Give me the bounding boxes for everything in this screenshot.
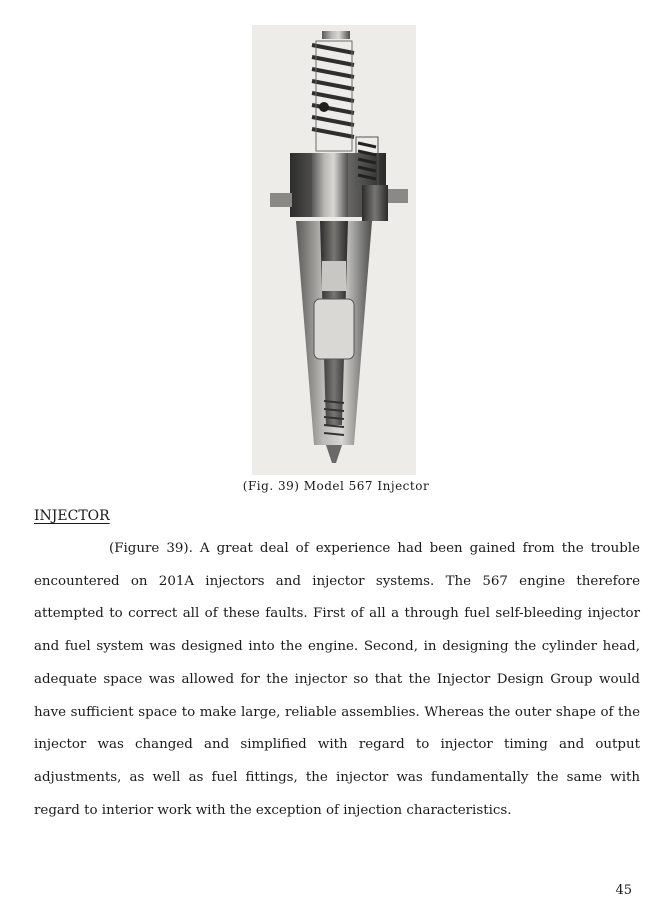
paragraph-text: (Figure 39). A great deal of experience had been gained from the trouble encountered on 201A injectors and injector systems. The 567 engine therefore attempted to correct all of these faults. First of all a through fuel self-bleeding injector and fuel system was designed into the engine. Second, in designing the cylinder head, adequate space was allowed for the injector so that the Injector Design Group would have sufficient space to make large, reliable assemblies. Whereas the outer shape of the injector was changed and simplified with regard to injector timing and output adjustments, as well as fuel fittings, the injector was fundamentally the same with regard to interior work with the exception of injection characteristics. xyxy=(34,541,640,818)
section-heading: INJECTOR xyxy=(34,508,110,524)
figure-caption: (Fig. 39) Model 567 Injector xyxy=(242,479,430,493)
page-number: 45 xyxy=(615,883,632,898)
body-paragraph xyxy=(34,533,640,827)
injector-photo xyxy=(252,25,416,475)
